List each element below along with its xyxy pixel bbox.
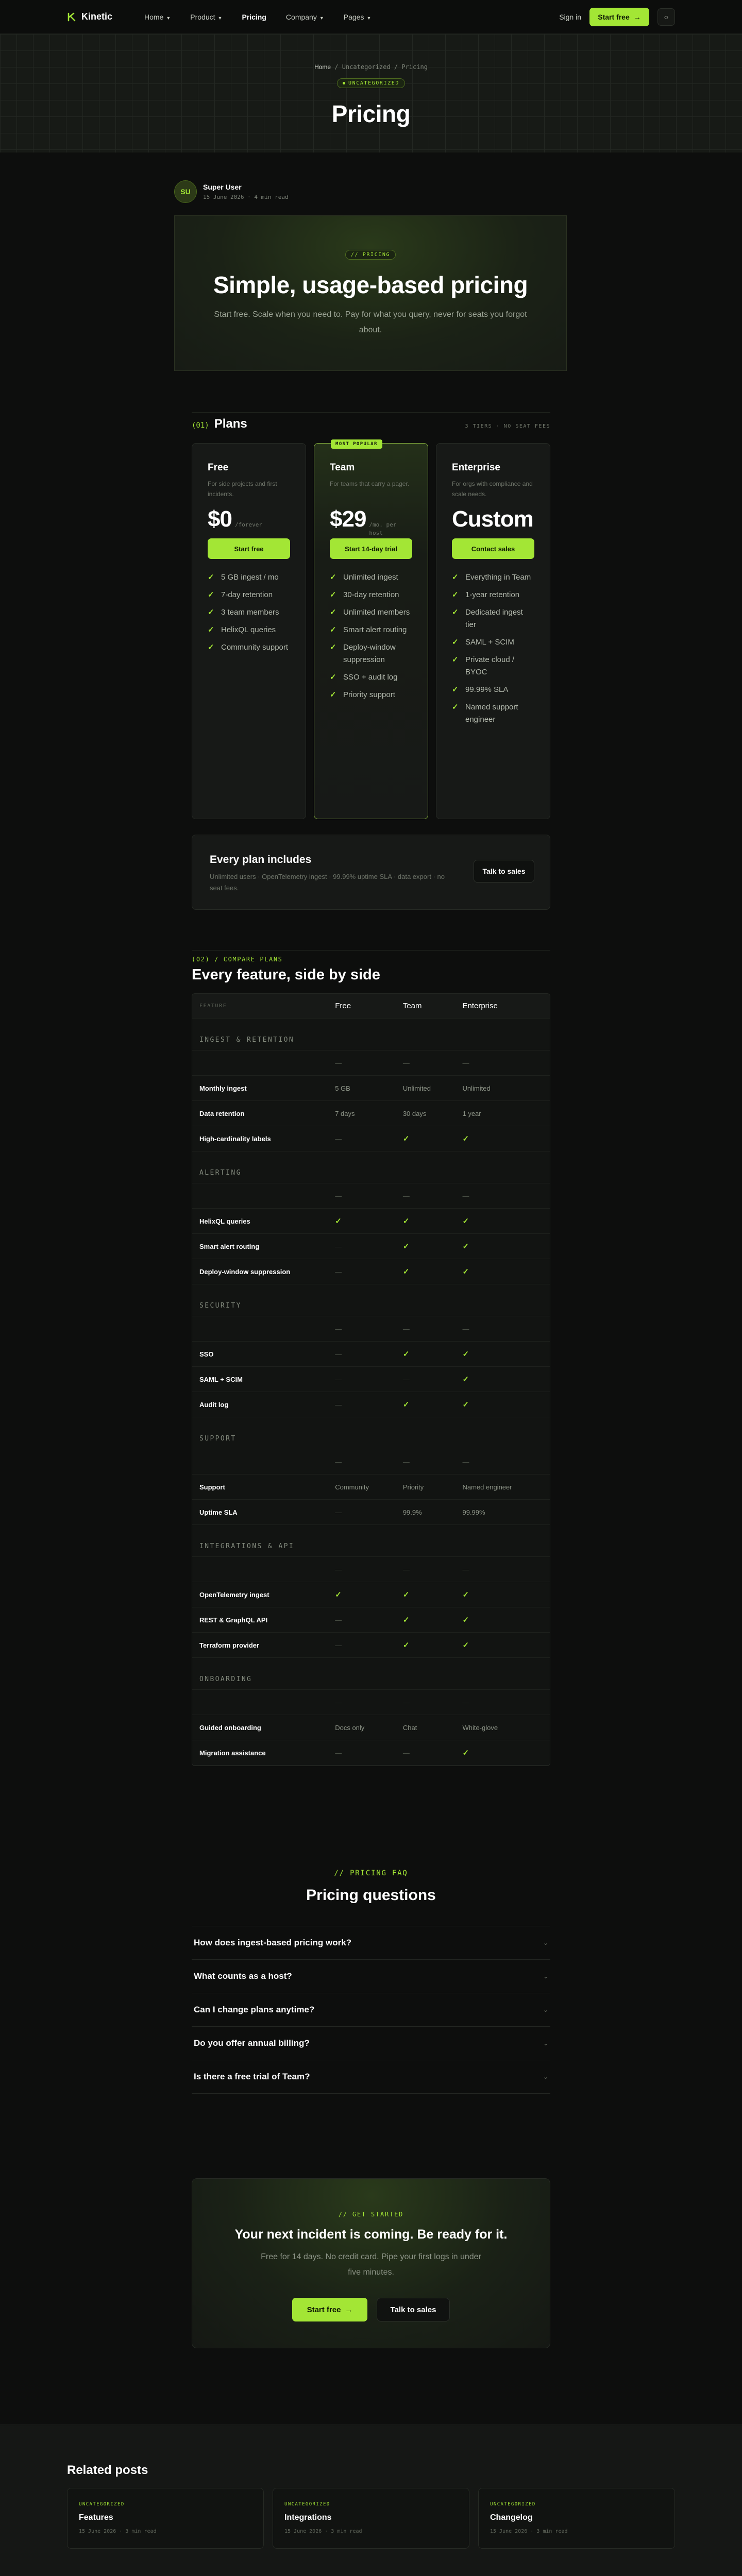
dash-cell: — — [335, 1350, 342, 1358]
card-title: Changelog — [490, 2513, 533, 2522]
plan-cta-button[interactable]: Start 14-day trial — [330, 538, 412, 559]
chevron-down-icon: ▼ — [366, 15, 372, 21]
card-tag: UNCATEGORIZED — [490, 2502, 536, 2507]
plan-feature: ✓ Community support — [208, 641, 290, 654]
check-icon: ✓ — [452, 638, 459, 647]
placeholder-cell: — — [462, 1059, 469, 1067]
check-icon: ✓ — [330, 625, 336, 634]
feature-name: High-cardinality labels — [199, 1134, 271, 1143]
plan-feature: ✓ Unlimited ingest — [330, 571, 412, 584]
plan-description: For teams that carry a pager. — [330, 480, 410, 487]
value-cell: 7 days — [335, 1109, 355, 1117]
table-header: Enterprise — [462, 1002, 498, 1010]
feature-name: Support — [199, 1483, 225, 1491]
check-icon: ✓ — [208, 625, 214, 634]
check-icon: ✓ — [402, 1590, 410, 1599]
author-block — [174, 180, 289, 203]
table-row — [192, 1607, 550, 1633]
check-icon: ✓ — [330, 690, 336, 699]
placeholder-cell: — — [462, 1325, 469, 1333]
category-chip[interactable]: UNCATEGORIZED — [337, 78, 405, 88]
feature-name: SSO — [199, 1350, 214, 1358]
placeholder-cell: — — [402, 1192, 410, 1200]
check-icon: ✓ — [330, 673, 336, 682]
dot-icon — [343, 82, 345, 84]
placeholder-cell: — — [335, 1458, 342, 1466]
check-icon: ✓ — [402, 1616, 410, 1624]
feature-name: Deploy-window suppression — [199, 1267, 291, 1276]
check-icon: ✓ — [462, 1590, 469, 1599]
dash-cell: — — [402, 1749, 410, 1757]
check-icon: ✓ — [462, 1217, 469, 1226]
placeholder-cell: — — [402, 1059, 410, 1067]
table-category-row — [192, 1151, 550, 1183]
feature-name: Migration assistance — [199, 1749, 266, 1757]
dash-cell: — — [335, 1641, 342, 1649]
placeholder-cell: — — [335, 1059, 342, 1067]
table-category-row — [192, 1658, 550, 1690]
plan-feature: ✓ HelixQL queries — [208, 624, 290, 636]
table-header: FEATURE — [199, 1003, 227, 1009]
dash-cell: — — [335, 1267, 342, 1276]
sun-icon: ☼ — [663, 13, 669, 21]
feature-name: Uptime SLA — [199, 1508, 238, 1516]
chevron-down-icon: ▼ — [217, 15, 223, 21]
faq-item[interactable]: Do you offer annual billing? ⌄ — [192, 2027, 550, 2060]
check-icon: ✓ — [208, 643, 214, 652]
check-icon: ✓ — [452, 608, 459, 617]
check-icon: ✓ — [335, 1217, 342, 1226]
chevron-down-icon: ⌄ — [543, 1973, 548, 1980]
cta-title: Your next incident is coming. Be ready for it. — [234, 2227, 508, 2242]
table-header: Team — [402, 1002, 422, 1010]
nav-links — [144, 13, 371, 21]
plans-section-header — [192, 412, 550, 431]
placeholder-cell: — — [462, 1698, 469, 1706]
table-row — [192, 1633, 550, 1658]
banner-chip: // PRICING — [345, 250, 396, 260]
plan-feature: ✓ Dedicated ingest tier — [452, 606, 534, 631]
check-icon: ✓ — [335, 1590, 342, 1599]
feature-name: OpenTelemetry ingest — [199, 1590, 269, 1599]
table-row — [192, 1209, 550, 1234]
check-icon: ✓ — [462, 1641, 469, 1650]
section-title: Plans — [214, 417, 247, 431]
get-started-cta — [192, 2178, 550, 2348]
compare-title: Every feature, side by side — [192, 967, 380, 983]
plan-price: $29 — [330, 506, 366, 532]
most-popular-badge: MOST POPULAR — [331, 439, 382, 449]
related-title: Related posts — [67, 2463, 148, 2477]
plan-card-team — [314, 443, 428, 819]
check-icon: ✓ — [330, 573, 336, 582]
feature-name: HelixQL queries — [199, 1217, 250, 1225]
placeholder-cell: — — [462, 1565, 469, 1573]
compare-eyebrow: (02) / COMPARE PLANS — [192, 950, 550, 963]
nav-item-company[interactable]: Company ▼ — [285, 12, 324, 21]
banner-subtitle: Start free. Scale when you need to. Pay for what you query, never for seats you forgot about. — [214, 310, 527, 334]
check-icon: ✓ — [402, 1242, 410, 1251]
value-cell: Priority — [402, 1483, 424, 1491]
table-placeholder-row — [192, 1557, 550, 1582]
table-row — [192, 1500, 550, 1525]
check-icon: ✓ — [330, 590, 336, 599]
table-placeholder-row — [192, 1050, 550, 1076]
nav-item-pages[interactable]: Pages ▼ — [343, 12, 372, 21]
feature-name: Audit log — [199, 1400, 229, 1409]
nav-item-product[interactable]: Product ▼ — [190, 12, 223, 21]
plan-feature: ✓ Everything in Team — [452, 571, 534, 584]
placeholder-cell: — — [335, 1698, 342, 1706]
faq-title: Pricing questions — [306, 1887, 436, 1904]
chevron-down-icon: ⌄ — [543, 2040, 548, 2047]
check-icon: ✓ — [402, 1267, 410, 1276]
table-header: Free — [335, 1002, 351, 1010]
value-cell: Unlimited — [402, 1084, 431, 1092]
start-free-button[interactable]: Start free → — [292, 2298, 367, 2321]
check-icon: ✓ — [462, 1400, 469, 1409]
plan-feature: ✓ 5 GB ingest / mo — [208, 571, 290, 584]
check-icon: ✓ — [462, 1375, 469, 1384]
check-icon: ✓ — [462, 1350, 469, 1359]
related-posts-section — [0, 2425, 742, 2576]
avatar: SU — [174, 180, 197, 203]
table-row — [192, 1582, 550, 1607]
value-cell: Chat — [402, 1723, 417, 1732]
plan-feature: ✓ 3 team members — [208, 606, 290, 619]
value-cell: 99.9% — [402, 1508, 422, 1516]
cta-eyebrow: // GET STARTED — [338, 2211, 404, 2218]
table-row — [192, 1076, 550, 1101]
plan-name: Team — [330, 462, 355, 473]
placeholder-cell: — — [335, 1565, 342, 1573]
chevron-down-icon: ▼ — [319, 15, 324, 21]
faq-item[interactable]: What counts as a host? ⌄ — [192, 1960, 550, 1993]
table-placeholder-row — [192, 1449, 550, 1475]
plan-feature: ✓ SSO + audit log — [330, 671, 412, 684]
placeholder-cell: — — [402, 1565, 410, 1573]
brand-logo[interactable] — [67, 11, 144, 22]
faq-item[interactable]: Can I change plans anytime? ⌄ — [192, 1993, 550, 2027]
plan-name: Enterprise — [452, 462, 500, 473]
plan-feature: ✓ Deploy-window suppression — [330, 641, 412, 666]
feature-name: REST & GraphQL API — [199, 1616, 268, 1624]
plan-card-enterprise — [436, 443, 550, 819]
dash-cell: — — [335, 1508, 342, 1516]
table-category-row — [192, 1019, 550, 1050]
feature-name: Smart alert routing — [199, 1242, 260, 1250]
value-cell: 5 GB — [335, 1084, 350, 1092]
related-post-card[interactable] — [67, 2488, 264, 2549]
includes-body: Unlimited users · OpenTelemetry ingest · 99.99% uptime SLA · data export · no seat fees. — [210, 873, 445, 892]
table-header-row — [192, 994, 550, 1019]
check-icon: ✓ — [462, 1267, 469, 1276]
plan-feature: ✓ Private cloud / BYOC — [452, 654, 534, 679]
post-meta: 15 June 2026 · 4 min read — [203, 194, 289, 200]
chevron-down-icon: ⌄ — [543, 1939, 548, 1946]
check-icon: ✓ — [402, 1350, 410, 1359]
value-cell: 99.99% — [462, 1508, 485, 1516]
section-meta: 3 TIERS · NO SEAT FEES — [465, 423, 550, 429]
check-icon: ✓ — [330, 608, 336, 617]
arrow-right-icon: → — [633, 12, 641, 21]
breadcrumb-home[interactable]: Home — [314, 63, 331, 71]
card-tag: UNCATEGORIZED — [284, 2502, 330, 2507]
brand-name: Kinetic — [81, 11, 113, 22]
check-icon: ✓ — [402, 1217, 410, 1226]
plan-feature: ✓ Priority support — [330, 689, 412, 701]
value-cell: Docs only — [335, 1723, 365, 1732]
category-label: INGEST & RETENTION — [199, 1036, 295, 1044]
dash-cell: — — [402, 1375, 410, 1383]
check-icon: ✓ — [462, 1242, 469, 1251]
dash-cell: — — [335, 1134, 342, 1143]
table-placeholder-row — [192, 1316, 550, 1342]
check-icon: ✓ — [452, 590, 459, 599]
check-icon: ✓ — [452, 703, 459, 711]
plan-feature-list — [330, 571, 412, 701]
feature-name: Data retention — [199, 1109, 245, 1117]
table-row — [192, 1101, 550, 1126]
plan-description: For orgs with compliance and scale needs. — [452, 480, 533, 498]
plan-feature: ✓ 99.99% SLA — [452, 684, 534, 696]
check-icon: ✓ — [208, 608, 214, 617]
placeholder-cell: — — [335, 1192, 342, 1200]
check-icon: ✓ — [452, 685, 459, 694]
page-title: Pricing — [331, 100, 411, 127]
plan-feature: ✓ Smart alert routing — [330, 624, 412, 636]
every-plan-includes-card — [192, 835, 550, 910]
check-icon: ✓ — [208, 573, 214, 582]
placeholder-cell: — — [462, 1192, 469, 1200]
check-icon: ✓ — [402, 1400, 410, 1409]
dash-cell: — — [335, 1375, 342, 1383]
dash-cell: — — [335, 1616, 342, 1624]
check-icon: ✓ — [452, 655, 459, 664]
card-meta: 15 June 2026 · 3 min read — [284, 2529, 362, 2534]
includes-title: Every plan includes — [210, 854, 312, 866]
check-icon: ✓ — [462, 1616, 469, 1624]
plan-price: $0 — [208, 506, 232, 532]
chevron-down-icon: ⌄ — [543, 2006, 548, 2013]
nav-item-home[interactable]: Home ▼ — [144, 12, 171, 21]
faq-eyebrow: // PRICING FAQ — [334, 1869, 408, 1877]
card-title: Features — [79, 2513, 113, 2522]
breadcrumb — [0, 63, 742, 71]
plan-description: For side projects and first incidents. — [208, 480, 277, 498]
plan-feature-list — [208, 571, 290, 654]
feature-name: SAML + SCIM — [199, 1375, 243, 1383]
related-post-card[interactable] — [478, 2488, 675, 2549]
plan-feature: ✓ 30-day retention — [330, 589, 412, 601]
dash-cell: — — [335, 1242, 342, 1250]
check-icon: ✓ — [330, 643, 336, 652]
category-label: ONBOARDING — [199, 1675, 252, 1683]
faq-item[interactable]: How does ingest-based pricing work? ⌄ — [192, 1926, 550, 1960]
plan-feature: ✓ Named support engineer — [452, 701, 534, 726]
plan-price-unit: /forever — [234, 521, 262, 528]
check-icon: ✓ — [462, 1134, 469, 1143]
table-row — [192, 1259, 550, 1284]
category-label: ALERTING — [199, 1169, 242, 1177]
plan-cta-button[interactable]: Start free — [208, 538, 290, 559]
check-icon: ✓ — [402, 1134, 410, 1143]
table-row — [192, 1234, 550, 1259]
faq-item[interactable]: Is there a free trial of Team? ⌄ — [192, 2060, 550, 2094]
plan-feature: ✓ SAML + SCIM — [452, 636, 534, 649]
chevron-down-icon: ▼ — [166, 15, 171, 21]
placeholder-cell: — — [402, 1698, 410, 1706]
plan-price: Custom — [452, 506, 533, 532]
start-free-button[interactable]: Start free → — [589, 8, 649, 26]
value-cell: Unlimited — [462, 1084, 491, 1092]
value-cell: White-glove — [462, 1723, 498, 1732]
page-hero — [0, 34, 742, 152]
cta-body: Free for 14 days. No credit card. Pipe your first logs in under five minutes. — [261, 2252, 481, 2277]
nav-item-pricing[interactable]: Pricing — [242, 12, 266, 21]
plan-feature: ✓ 7-day retention — [208, 589, 290, 601]
table-row — [192, 1392, 550, 1417]
check-icon: ✓ — [452, 573, 459, 582]
author-name: Super User — [203, 183, 242, 191]
value-cell: Named engineer — [462, 1483, 512, 1491]
related-post-card[interactable] — [273, 2488, 469, 2549]
category-label: INTEGRATIONS & API — [199, 1543, 295, 1550]
plan-card-free — [192, 443, 306, 819]
card-tag: UNCATEGORIZED — [79, 2502, 125, 2507]
table-category-row — [192, 1284, 550, 1316]
table-row — [192, 1126, 550, 1151]
value-cell: 30 days — [402, 1109, 427, 1117]
plan-feature: ✓ Unlimited members — [330, 606, 412, 619]
table-row — [192, 1740, 550, 1766]
table-category-row — [192, 1417, 550, 1449]
value-cell: 1 year — [462, 1109, 481, 1117]
table-row — [192, 1367, 550, 1392]
check-icon: ✓ — [208, 590, 214, 599]
sign-in-link[interactable]: Sign in — [559, 12, 581, 21]
kinetic-logo-icon — [67, 12, 76, 22]
category-label: SUPPORT — [199, 1435, 237, 1443]
plan-feature: ✓ 1-year retention — [452, 589, 534, 601]
card-meta: 15 June 2026 · 3 min read — [79, 2529, 157, 2534]
breadcrumb-path: / Uncategorized / Pricing — [331, 63, 428, 71]
plan-cta-button[interactable]: Contact sales — [452, 538, 534, 559]
plan-price-unit: /mo. per host — [369, 521, 397, 536]
table-category-row — [192, 1525, 550, 1557]
banner-title: Simple, usage-based pricing — [213, 272, 528, 298]
arrow-right-icon: → — [345, 2305, 353, 2314]
category-label: SECURITY — [199, 1302, 242, 1310]
comparison-table — [192, 993, 550, 1766]
dash-cell: — — [335, 1400, 342, 1409]
feature-name: Guided onboarding — [199, 1723, 261, 1732]
table-placeholder-row — [192, 1690, 550, 1715]
card-title: Integrations — [284, 2513, 332, 2522]
faq-list — [192, 1926, 550, 2094]
value-cell: Community — [335, 1483, 369, 1491]
chevron-down-icon: ⌄ — [543, 2073, 548, 2080]
pricing-banner — [174, 215, 567, 371]
dash-cell: — — [335, 1749, 342, 1757]
top-navbar — [0, 0, 742, 34]
theme-toggle-button[interactable] — [657, 8, 675, 26]
placeholder-cell: — — [402, 1325, 410, 1333]
feature-name: Monthly ingest — [199, 1084, 247, 1092]
table-row — [192, 1342, 550, 1367]
card-meta: 15 June 2026 · 3 min read — [490, 2529, 568, 2534]
plan-feature-list — [452, 571, 534, 726]
table-row — [192, 1475, 550, 1500]
placeholder-cell: — — [402, 1458, 410, 1466]
table-row — [192, 1715, 550, 1740]
placeholder-cell: — — [335, 1325, 342, 1333]
talk-to-sales-button[interactable]: Talk to sales — [474, 860, 534, 883]
talk-to-sales-button[interactable]: Talk to sales — [377, 2298, 450, 2321]
table-placeholder-row — [192, 1183, 550, 1209]
plan-name: Free — [208, 462, 229, 473]
check-icon: ✓ — [462, 1749, 469, 1757]
feature-name: Terraform provider — [199, 1641, 260, 1649]
section-number: (01) — [192, 421, 209, 430]
placeholder-cell: — — [462, 1458, 469, 1466]
check-icon: ✓ — [402, 1641, 410, 1650]
